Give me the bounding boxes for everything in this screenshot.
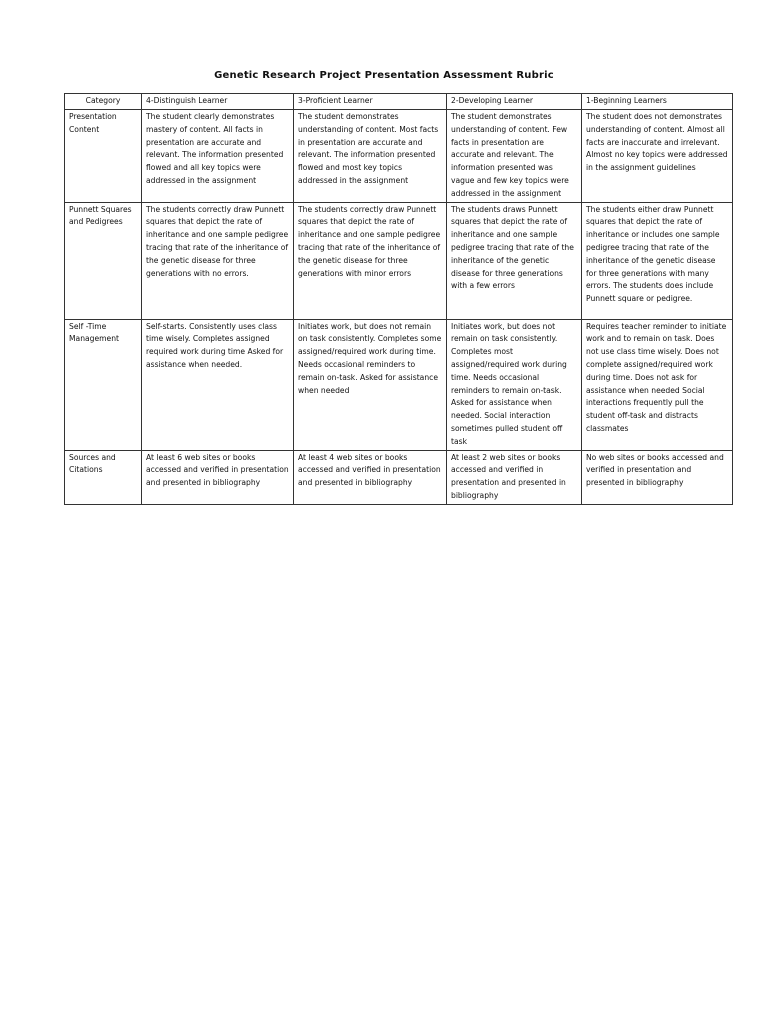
header-row — [65, 94, 733, 110]
row-category: Punnett Squares and Pedigrees — [65, 202, 142, 319]
header-level-4: 4-Distinguish Learner — [142, 94, 294, 110]
table-cell: At least 6 web sites or books accessed and verified in presentation and presented in bibliography — [142, 450, 294, 504]
table-cell: At least 2 web sites or books accessed and verified in presentation and presented in bibliography — [447, 450, 582, 504]
table-cell: The students either draw Punnett squares that depict the rate of inheritance or includes one sample pedigree tracing that rate of the inheritance of the genetic disease for three generations with many errors. The students does include Punnett square or pedigree. — [582, 202, 733, 319]
header-category: Category — [65, 94, 142, 110]
table-cell: The students correctly draw Punnett squares that depict the rate of inheritance and one sample pedigree tracing that rate of the inheritance of the genetic disease for three generations with minor errors — [294, 202, 447, 319]
table-cell: Self-starts. Consistently uses class time wisely. Completes assigned required work during time Asked for assistance when needed. — [142, 319, 294, 450]
table-row — [65, 202, 733, 319]
table-cell: Initiates work, but does not remain on task consistently. Completes most assigned/required work during time. Needs occasional reminders to remain on-task. Asked for assistance when needed. Social interaction sometimes pulled student off task — [447, 319, 582, 450]
page-title: Genetic Research Project Presentation Assessment Rubric — [214, 70, 554, 81]
row-category: Presentation Content — [65, 110, 142, 203]
row-category: Self -Time Management — [65, 319, 142, 450]
rubric-table — [64, 93, 733, 505]
table-cell: The student does not demonstrates understanding of content. Almost all facts are inaccurate and irrelevant. Almost no key topics were addressed in the assignment guidelines — [582, 110, 733, 203]
table-cell: The student demonstrates understanding of content. Few facts in presentation are accurate and relevant. The information presented was vague and few key topics were addressed in the assignment — [447, 110, 582, 203]
table-row — [65, 450, 733, 504]
table-cell: The students correctly draw Punnett squares that depict the rate of inheritance and one sample pedigree tracing that rate of the inheritance of the genetic disease for three generations with no errors. — [142, 202, 294, 319]
header-level-2: 2-Developing Learner — [447, 94, 582, 110]
table-cell: The student clearly demonstrates mastery of content. All facts in presentation are accurate and relevant. The information presented flowed and all key topics were addressed in the assignment — [142, 110, 294, 203]
table-row — [65, 110, 733, 203]
table-cell: No web sites or books accessed and verified in presentation and presented in bibliography — [582, 450, 733, 504]
table-row — [65, 319, 733, 450]
table-cell: The students draws Punnett squares that depict the rate of inheritance and one sample pedigree tracing that rate of the inheritance of the genetic disease for three generations with a few errors — [447, 202, 582, 319]
table-cell: Initiates work, but does not remain on task consistently. Completes some assigned/required work during time. Needs occasional reminders to remain on-task. Asked for assistance when needed — [294, 319, 447, 450]
row-category: Sources and Citations — [65, 450, 142, 504]
table-cell: The student demonstrates understanding of content. Most facts in presentation are accurate and relevant. The information presented flowed and most key topics addressed in the assignment — [294, 110, 447, 203]
table-cell: Requires teacher reminder to initiate work and to remain on task. Does not use class time wisely. Does not complete assigned/required work during time. Does not ask for assistance when needed Social interactions frequently pull the student off-task and distracts classmates — [582, 319, 733, 450]
header-level-3: 3-Proficient Learner — [294, 94, 447, 110]
header-level-1: 1-Beginning Learners — [582, 94, 733, 110]
table-cell: At least 4 web sites or books accessed and verified in presentation and presented in bibliography — [294, 450, 447, 504]
